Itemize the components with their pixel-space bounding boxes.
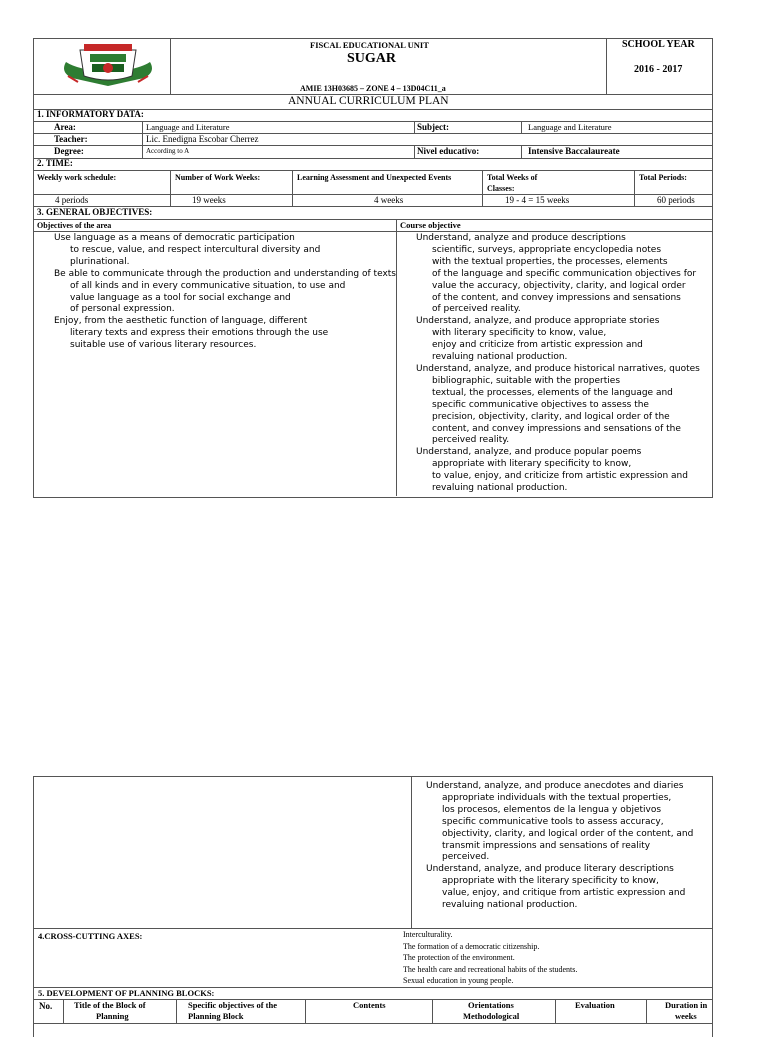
text-line: value language as a tool for social exchange and <box>70 292 291 303</box>
text-line: revaluing national production. <box>442 900 578 911</box>
block-header-duration: Duration in <box>665 1000 708 1010</box>
teacher-value: Lic. Enedigna Escobar Cherrez <box>146 134 259 144</box>
text-line: Understand, analyze, and produce appropriate stories <box>416 316 660 327</box>
section-1-title: 1. INFORMATORY DATA: <box>37 109 144 119</box>
text-line: objectivity, clarity, and logical order of the content, and <box>442 828 694 839</box>
axis-item: The formation of a democratic citizenship. <box>403 941 540 951</box>
time-value-periods: 60 periods <box>657 195 695 205</box>
section-5-title: 5. DEVELOPMENT OF PLANNING BLOCKS: <box>38 988 215 998</box>
text-line: appropriate with literary specificity to know, <box>432 459 632 470</box>
course-objectives-text <box>416 233 713 495</box>
text-line: to rescue, value, and respect intercultural diversity and <box>70 244 321 255</box>
text-line: Understand, analyze, and produce popular poems <box>416 447 642 458</box>
school-year-label: SCHOOL YEAR <box>622 39 695 50</box>
axis-item: Sexual education in young people. <box>403 976 514 986</box>
text-line: value the accuracy, objectivity, clarity, and logical order <box>432 280 686 291</box>
time-header-weekly: Weekly work schedule: <box>37 173 117 182</box>
text-line: with literary specificity to know, value, <box>432 328 607 339</box>
time-header-classes: Classes: <box>487 184 515 193</box>
text-line: appropriate with the literary specificity to know, <box>442 876 659 887</box>
area-objectives-header: Objectives of the area <box>37 221 112 230</box>
text-line: specific communicative tools to assess accuracy, <box>442 816 664 827</box>
block-header-contents: Contents <box>353 1000 386 1010</box>
text-line: textual, the processes, elements of the language and <box>432 387 673 398</box>
text-line: of personal expression. <box>70 304 175 315</box>
text-line: Understand, analyze and produce descriptions <box>416 233 626 243</box>
unit-name: FISCAL EDUCATIONAL UNIT <box>310 40 429 50</box>
block-header-duration-2: weeks <box>675 1011 697 1021</box>
text-line: suitable use of various literary resources. <box>70 340 257 351</box>
block-header-orientations: Orientations <box>468 1000 514 1010</box>
time-header-total-weeks: Total Weeks of <box>487 173 538 182</box>
text-line: enjoy and criticize from artistic expression and <box>432 340 643 351</box>
time-header-weeks: Number of Work Weeks: <box>175 173 261 182</box>
text-line: Understand, analyze, and produce historical narratives, quotes <box>416 363 700 374</box>
text-line: with the textual properties, the processes, elements <box>432 256 668 267</box>
text-line: Understand, analyze, and produce anecdotes and diaries <box>426 781 684 791</box>
area-objectives-text <box>54 233 396 352</box>
block-header-title: Title of the Block of <box>74 1000 146 1010</box>
course-objectives-continued <box>426 781 712 912</box>
text-line: Be able to communicate through the production and understanding of texts <box>54 268 396 279</box>
subject-value: Language and Literature <box>528 122 612 132</box>
time-value-total-weeks: 19 - 4 = 15 weeks <box>505 195 570 205</box>
text-line: value, enjoy, and critique from artistic expression and <box>442 888 686 899</box>
axis-item: The health care and recreational habits of the students. <box>403 964 578 974</box>
section-2-title: 2. TIME: <box>37 158 73 168</box>
text-line: revaluing national production. <box>432 483 568 494</box>
text-line: Understand, analyze, and produce literary descriptions <box>426 864 674 875</box>
text-line: specific communicative objectives to assess the <box>432 399 649 410</box>
course-objective-header: Course objective <box>400 220 461 230</box>
block-header-orientations-2: Methodological <box>463 1011 520 1021</box>
text-line: appropriate individuals with the textual properties, <box>442 792 672 803</box>
text-line: literary texts and express their emotions through the use <box>70 328 329 339</box>
text-line: precision, objectivity, clarity, and logical order of the <box>432 411 670 422</box>
text-line: to value, enjoy, and criticize from artistic expression and <box>432 471 688 482</box>
school-year: 2016 - 2017 <box>634 64 683 75</box>
text-line: transmit impressions and sensations of reality <box>442 840 651 851</box>
text-line: of the content, and convey impressions and sensations <box>432 292 681 303</box>
plan-title: ANNUAL CURRICULUM PLAN <box>288 95 449 107</box>
text-line: of the language and specific communication objectives for <box>432 268 697 279</box>
text-line: bibliographic, suitable with the properties <box>432 375 621 386</box>
section-4-title: 4.CROSS-CUTTING AXES: <box>38 931 143 941</box>
degree-label: Degree: <box>54 146 84 156</box>
text-line: of all kinds and in every communicative situation, to use and <box>70 280 346 291</box>
area-label: Area: <box>54 122 76 132</box>
text-line: of perceived reality. <box>432 304 521 315</box>
degree-value: According to A <box>146 147 190 155</box>
teacher-label: Teacher: <box>54 134 88 144</box>
amie-code: AMIE 13H03685 – ZONE 4 – 13D04C11_a <box>300 84 446 93</box>
text-line: scientific, surveys, appropriate encyclopedia notes <box>432 244 662 255</box>
section-3-title: 3. GENERAL OBJECTIVES: <box>37 207 153 217</box>
text-line: los procesos, elementos de la lengua y objetivos <box>442 804 662 815</box>
block-header-specific: Specific objectives of the <box>188 1000 277 1010</box>
text-line: plurinational. <box>70 256 130 267</box>
block-header-evaluation: Evaluation <box>575 1000 615 1010</box>
school-name: SUGAR <box>347 51 397 66</box>
text-line: content, and convey impressions and sensations of the <box>432 423 681 434</box>
area-value: Language and Literature <box>146 122 230 132</box>
school-logo <box>58 40 158 88</box>
axis-item: Interculturality. <box>403 930 453 939</box>
time-header-periods: Total Periods: <box>639 173 687 182</box>
text-line: perceived reality. <box>432 435 510 446</box>
block-header-no: No. <box>39 1001 53 1011</box>
block-header-specific-2: Planning Block <box>188 1011 244 1021</box>
time-value-weekly: 4 periods <box>55 195 89 205</box>
axis-item: The protection of the environment. <box>403 953 515 963</box>
level-value: Intensive Baccalaureate <box>528 146 620 156</box>
text-line: Use language as a means of democratic participation <box>54 233 295 243</box>
time-value-weeks: 19 weeks <box>192 195 226 205</box>
text-line: revaluing national production. <box>432 352 568 363</box>
text-line: Enjoy, from the aesthetic function of language, different <box>54 316 308 327</box>
time-value-assessment: 4 weeks <box>374 195 404 205</box>
text-line: perceived. <box>442 852 490 863</box>
subject-label: Subject: <box>417 122 449 132</box>
time-header-assessment: Learning Assessment and Unexpected Events <box>297 173 452 182</box>
level-label: Nivel educativo: <box>417 146 480 156</box>
block-header-title-2: Planning <box>96 1011 129 1021</box>
